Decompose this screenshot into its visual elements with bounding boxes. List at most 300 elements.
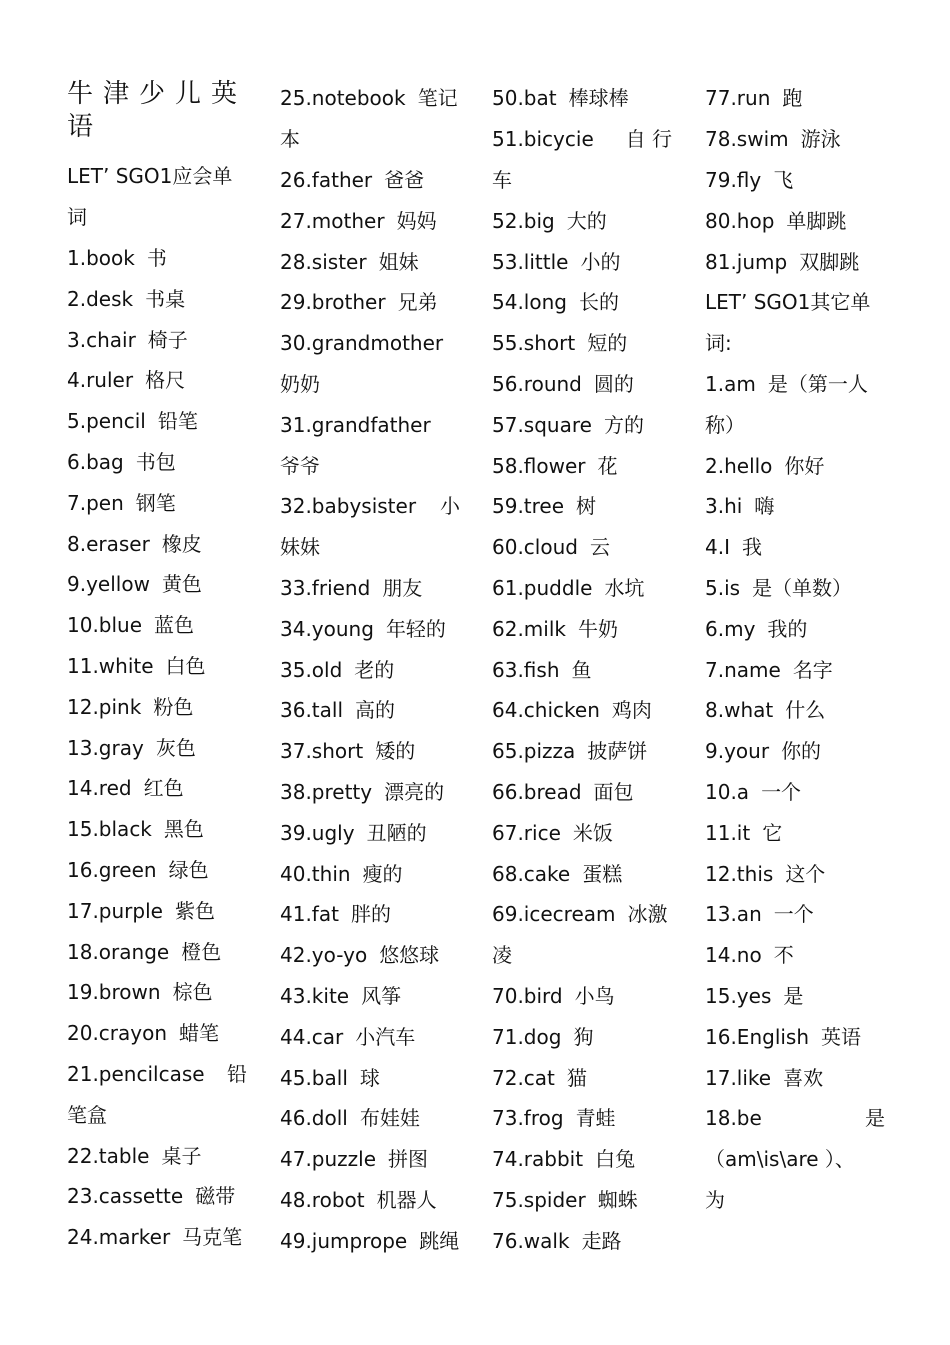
chinese-meaning: 老的: [354, 657, 395, 682]
vocab-entry: [67, 401, 247, 442]
chinese-meaning: 是: [783, 983, 804, 1008]
vocab-entry: [705, 853, 885, 894]
english-word: 17.like: [705, 1065, 772, 1090]
vocab-entry: [705, 976, 885, 1017]
title-line: 牛津少儿英: [67, 79, 248, 109]
chinese-meaning: 格尺: [145, 368, 186, 393]
vocab-entry: [705, 608, 885, 649]
vocab-entry-cont: 称）: [705, 412, 745, 437]
english-word: 49.jumprope: [280, 1228, 408, 1253]
vocab-entry: [67, 238, 247, 279]
vocab-entry: [280, 853, 460, 894]
english-word: 25.notebook: [280, 86, 406, 111]
vocab-entry-cont: 为: [705, 1187, 725, 1212]
chinese-meaning: 高的: [355, 698, 396, 723]
chinese-meaning: 铅: [227, 1061, 247, 1086]
vocab-entry: [492, 364, 672, 405]
vocab-entry: [492, 241, 672, 282]
english-word: 79.fly: [705, 167, 762, 192]
english-word: 20.crayon: [67, 1021, 168, 1046]
english-word: 1.book: [67, 245, 135, 270]
english-word: 41.fat: [280, 902, 339, 927]
vocab-entry: [705, 894, 885, 935]
english-word: 38.pretty: [280, 779, 373, 804]
chinese-meaning: 这个: [785, 861, 826, 886]
chinese-meaning: 云: [589, 535, 610, 560]
english-word: 42.yo-yo: [280, 943, 368, 968]
english-word: 5.pencil: [67, 409, 146, 434]
english-word: 45.ball: [280, 1065, 348, 1090]
chinese-meaning: 粉色: [153, 694, 194, 719]
chinese-meaning: 姐妹: [378, 249, 419, 274]
english-word: 9.yellow: [67, 572, 150, 597]
vocab-entry: [67, 605, 247, 646]
vocab-entry: [492, 894, 672, 935]
english-word: 21.pencilcase: [67, 1061, 205, 1086]
english-word: 43.kite: [280, 983, 350, 1008]
vocab-entry: [705, 772, 885, 813]
english-word: 58.flower: [492, 453, 586, 478]
chinese-meaning: 鸡肉: [611, 698, 652, 723]
vocab-entry: [492, 772, 672, 813]
chinese-meaning: 布娃娃: [359, 1106, 420, 1131]
vocab-entry: [280, 200, 460, 241]
chinese-meaning: 单脚跳: [786, 208, 847, 233]
english-word: 71.dog: [492, 1024, 562, 1049]
vocab-entry-cont: 爷爷: [280, 453, 320, 478]
english-word: 2.hello: [705, 453, 773, 478]
chinese-meaning: 蛋糕: [582, 861, 623, 886]
vocab-entry: [280, 1098, 460, 1139]
chinese-meaning: 丑陋的: [366, 820, 427, 845]
chinese-meaning: 披萨饼: [587, 739, 648, 764]
vocab-entry: [492, 568, 672, 609]
english-word: 16.green: [67, 857, 157, 882]
english-word: 69.icecream: [492, 902, 616, 927]
vocab-entry: [492, 1098, 672, 1139]
english-word: 40.thin: [280, 861, 351, 886]
english-word: 22.table: [67, 1143, 150, 1168]
vocab-entry: [705, 78, 885, 119]
english-word: 13.gray: [67, 735, 144, 760]
english-word: 56.round: [492, 371, 582, 396]
chinese-meaning: 猫: [566, 1065, 587, 1090]
vocab-entry: [492, 282, 672, 323]
chinese-meaning: 拼图: [388, 1147, 429, 1172]
chinese-meaning: 书: [146, 245, 167, 270]
english-word: 55.short: [492, 331, 576, 356]
vocab-entry: [67, 1054, 247, 1095]
chinese-meaning: 一个: [773, 902, 814, 927]
vocab-entry-cont: 奶奶: [280, 371, 320, 396]
vocab-entry: [280, 160, 460, 201]
chinese-meaning: 大的: [566, 208, 607, 233]
chinese-meaning: 绿色: [168, 857, 209, 882]
vocab-entry: [67, 319, 247, 360]
chinese-meaning: 小鸟: [574, 983, 615, 1008]
section-heading: LET’ SGO1应会单: [67, 164, 233, 189]
vocab-entry-cont: 笔盒: [67, 1102, 107, 1127]
vocab-entry: [67, 646, 247, 687]
vocab-entry: [280, 976, 460, 1017]
chinese-meaning: 鱼: [571, 657, 592, 682]
english-word: 8.eraser: [67, 531, 150, 556]
chinese-meaning: 黄色: [161, 572, 202, 597]
english-word: 64.chicken: [492, 698, 600, 723]
column-3: [492, 78, 672, 1261]
vocab-entry: [67, 1176, 247, 1217]
chinese-meaning: 名字: [792, 657, 833, 682]
english-word: 9.your: [705, 739, 770, 764]
chinese-meaning: 是（第一人: [767, 371, 868, 396]
english-word: 26.father: [280, 167, 373, 192]
english-word: 50.bat: [492, 86, 557, 111]
chinese-meaning: 椅子: [147, 327, 188, 352]
vocab-entry: [280, 404, 460, 445]
chinese-meaning: 年轻的: [385, 616, 446, 641]
vocab-entry: [705, 119, 885, 160]
vocab-entry-cont: 词:: [705, 331, 732, 356]
english-word: 14.red: [67, 776, 132, 801]
vocab-entry: [280, 1220, 460, 1261]
vocab-entry: [705, 241, 885, 282]
chinese-meaning: 风筝: [361, 983, 402, 1008]
vocab-entry: [492, 976, 672, 1017]
chinese-meaning: 游泳: [800, 127, 841, 152]
chinese-meaning: 走路: [581, 1228, 622, 1253]
vocab-entry: [492, 119, 672, 160]
vocab-entry: [492, 527, 672, 568]
chinese-meaning: 嗨: [754, 494, 775, 519]
vocab-entry: [280, 649, 460, 690]
section-heading-cont: 词: [67, 205, 87, 230]
vocab-entry-cont: 车: [492, 167, 512, 192]
english-word: 4.ruler: [67, 368, 134, 393]
chinese-meaning: 狗: [573, 1024, 594, 1049]
chinese-meaning: 米饭: [572, 820, 613, 845]
english-word: 46.doll: [280, 1106, 348, 1131]
vocab-entry: [280, 812, 460, 853]
chinese-meaning: 跳绳: [419, 1228, 460, 1253]
chinese-meaning: 跑: [782, 86, 803, 111]
chinese-meaning: 花: [597, 453, 618, 478]
english-word: 78.swim: [705, 127, 789, 152]
chinese-meaning: 铅笔: [157, 409, 198, 434]
vocab-entry: [705, 649, 885, 690]
vocab-entry: [492, 1180, 672, 1221]
vocab-entry: [705, 1016, 885, 1057]
chinese-meaning: 牛奶: [577, 616, 618, 641]
chinese-meaning: 球: [359, 1065, 380, 1090]
vocab-entry: [492, 323, 672, 364]
english-word: 66.bread: [492, 779, 582, 804]
english-word: 44.car: [280, 1024, 344, 1049]
english-word: 54.long: [492, 290, 567, 315]
chinese-meaning: 矮的: [375, 739, 416, 764]
chinese-meaning: 蜘蛛: [597, 1187, 638, 1212]
english-word: 33.friend: [280, 575, 371, 600]
chinese-meaning: 短的: [587, 331, 628, 356]
vocab-entry: [705, 364, 885, 405]
vocab-entry: [280, 486, 460, 527]
english-word: 80.hop: [705, 208, 775, 233]
title-line: 语: [67, 112, 104, 142]
chinese-meaning: 喜欢: [783, 1065, 824, 1090]
english-word: 61.puddle: [492, 575, 593, 600]
chinese-meaning: 是（单数）: [752, 575, 853, 600]
vocab-entry-cont: 本: [280, 127, 300, 152]
vocab-entry: [67, 686, 247, 727]
english-word: 15.black: [67, 817, 152, 842]
vocab-entry: [67, 564, 247, 605]
english-word: 5.is: [705, 575, 741, 600]
vocab-entry: [67, 278, 247, 319]
vocab-entry: [492, 1220, 672, 1261]
english-word: 60.cloud: [492, 535, 578, 560]
vocab-entry: [280, 608, 460, 649]
chinese-meaning: 橡皮: [161, 531, 202, 556]
chinese-meaning: 黑色: [163, 817, 204, 842]
vocab-entry: [280, 78, 460, 119]
chinese-meaning: 瘦的: [362, 861, 403, 886]
chinese-meaning: 爸爸: [384, 167, 425, 192]
vocab-entry: [705, 731, 885, 772]
vocab-entry: [492, 608, 672, 649]
english-word: 39.ugly: [280, 820, 355, 845]
vocab-entry: [705, 486, 885, 527]
chinese-meaning: 蜡笔: [179, 1021, 220, 1046]
english-word: 62.milk: [492, 616, 566, 641]
chinese-meaning: 胖的: [350, 902, 391, 927]
chinese-meaning: 小汽车: [355, 1024, 416, 1049]
vocab-entry: [492, 1139, 672, 1180]
chinese-meaning: 悠悠球: [379, 943, 440, 968]
english-word: 72.cat: [492, 1065, 555, 1090]
vocab-entry: [67, 809, 247, 850]
english-word: 74.rabbit: [492, 1147, 584, 1172]
vocab-entry-cont: （am\is\are ）、: [705, 1147, 855, 1172]
vocab-entry: [67, 727, 247, 768]
chinese-meaning: 英语: [821, 1024, 862, 1049]
chinese-meaning: 灰色: [155, 735, 196, 760]
chinese-meaning: 树: [576, 494, 597, 519]
english-word: 27.mother: [280, 208, 385, 233]
english-word: 6.bag: [67, 449, 124, 474]
english-word: 16.English: [705, 1024, 810, 1049]
english-word: 10.a: [705, 779, 750, 804]
chinese-meaning: 水坑: [604, 575, 645, 600]
vocab-entry: [492, 404, 672, 445]
vocab-entry: [492, 731, 672, 772]
vocab-entry: [492, 486, 672, 527]
vocab-entry: [67, 482, 247, 523]
vocab-entry-cont: LET’ SGO1其它单: [705, 290, 871, 315]
vocab-entry: [280, 935, 460, 976]
english-word: 14.no: [705, 943, 762, 968]
english-word: 4.I: [705, 535, 730, 560]
english-word: 73.frog: [492, 1106, 564, 1131]
vocab-entry: [67, 360, 247, 401]
column-4: [705, 78, 885, 1220]
english-word: 24.marker: [67, 1225, 171, 1250]
vocab-entry: [492, 1016, 672, 1057]
vocab-entry: [280, 323, 460, 364]
english-word: 11.it: [705, 820, 751, 845]
english-word: 3.hi: [705, 494, 743, 519]
vocab-entry: [280, 731, 460, 772]
english-word: 1.am: [705, 371, 756, 396]
vocab-entry: [705, 527, 885, 568]
chinese-meaning: 白兔: [595, 1147, 636, 1172]
english-word: 15.yes: [705, 983, 772, 1008]
english-word: 48.robot: [280, 1187, 365, 1212]
vocab-entry: [280, 772, 460, 813]
english-word: 10.blue: [67, 613, 143, 638]
chinese-meaning: 磁带: [195, 1184, 236, 1209]
vocab-entry: [705, 812, 885, 853]
vocab-entry: [280, 1016, 460, 1057]
vocab-entry-cont: 妹妹: [280, 535, 320, 560]
english-word: 11.white: [67, 653, 154, 678]
english-word: 52.big: [492, 208, 555, 233]
english-word: 63.fish: [492, 657, 560, 682]
english-word: 35.old: [280, 657, 343, 682]
vocab-entry: [67, 1217, 247, 1258]
english-word: 8.what: [705, 698, 774, 723]
chinese-meaning: 机器人: [376, 1187, 437, 1212]
chinese-meaning: 小: [440, 494, 460, 519]
english-word: 65.pizza: [492, 739, 576, 764]
english-word: 77.run: [705, 86, 771, 111]
chinese-meaning: 飞: [773, 167, 794, 192]
vocab-entry: [492, 200, 672, 241]
chinese-meaning: 白色: [165, 653, 206, 678]
chinese-meaning: 笔记: [417, 86, 458, 111]
vocab-entry: [67, 931, 247, 972]
chinese-meaning: 冰激: [627, 902, 668, 927]
chinese-meaning: 紫色: [174, 898, 215, 923]
vocab-entry: [280, 241, 460, 282]
english-word: 3.chair: [67, 327, 136, 352]
chinese-meaning: 棕色: [172, 980, 213, 1005]
chinese-meaning: 红色: [143, 776, 184, 801]
english-word: 75.spider: [492, 1187, 586, 1212]
chinese-meaning: 马克笔: [182, 1225, 243, 1250]
chinese-meaning: 兄弟: [397, 290, 438, 315]
english-word: 53.little: [492, 249, 569, 274]
english-word: 19.brown: [67, 980, 161, 1005]
vocab-entry: [67, 442, 247, 483]
chinese-meaning: 书桌: [145, 286, 186, 311]
chinese-meaning: 它: [762, 820, 783, 845]
chinese-meaning: 长的: [578, 290, 619, 315]
vocab-entry: [705, 160, 885, 201]
vocab-entry: [705, 200, 885, 241]
chinese-meaning: 什么: [785, 698, 826, 723]
chinese-meaning: 橙色: [181, 939, 222, 964]
vocab-entry: [67, 768, 247, 809]
chinese-meaning: 棒球棒: [568, 86, 629, 111]
chinese-meaning: 漂亮的: [384, 779, 445, 804]
english-word: 34.young: [280, 616, 374, 641]
english-word: 6.my: [705, 616, 756, 641]
vocab-entry: [280, 1139, 460, 1180]
chinese-meaning: 书包: [135, 449, 176, 474]
column-1: [67, 78, 247, 1258]
chinese-meaning: 青蛙: [575, 1106, 616, 1131]
chinese-meaning: 不: [773, 943, 794, 968]
vocab-entry: [280, 1057, 460, 1098]
english-word: 7.pen: [67, 490, 124, 515]
chinese-meaning: 小的: [580, 249, 621, 274]
vocab-entry: [705, 445, 885, 486]
chinese-meaning: 桌子: [161, 1143, 202, 1168]
english-word: 29.brother: [280, 290, 386, 315]
chinese-meaning: 方的: [603, 412, 644, 437]
vocab-entry: [67, 523, 247, 564]
english-word: 37.short: [280, 739, 364, 764]
vocab-entry: [492, 445, 672, 486]
chinese-meaning: 妈妈: [396, 208, 437, 233]
english-word: 30.grandmother: [280, 331, 444, 356]
vocab-entry-cont: 凌: [492, 943, 512, 968]
english-word: 23.cassette: [67, 1184, 184, 1209]
vocab-entry: [492, 78, 672, 119]
column-2: [280, 78, 460, 1261]
vocab-entry: [492, 690, 672, 731]
vocab-entry: [492, 853, 672, 894]
english-word: 31.grandfather: [280, 412, 431, 437]
english-word: 32.babysister: [280, 494, 417, 519]
vocab-entry: [67, 972, 247, 1013]
english-word: 68.cake: [492, 861, 571, 886]
chinese-meaning: 蓝色: [154, 613, 195, 638]
chinese-meaning: 你的: [781, 739, 822, 764]
english-word: 28.sister: [280, 249, 367, 274]
chinese-meaning: 钢笔: [135, 490, 176, 515]
english-word: 2.desk: [67, 286, 134, 311]
english-word: 81.jump: [705, 249, 788, 274]
english-word: 76.walk: [492, 1228, 570, 1253]
english-word: 47.puzzle: [280, 1147, 377, 1172]
vocab-entry: [67, 1135, 247, 1176]
chinese-meaning: 我的: [767, 616, 808, 641]
vocab-entry: [67, 1013, 247, 1054]
vocab-entry: [705, 1057, 885, 1098]
chinese-meaning: 朋友: [382, 575, 423, 600]
english-word: 18.be: [705, 1106, 762, 1131]
vocab-entry: [492, 812, 672, 853]
chinese-meaning: 你好: [784, 453, 825, 478]
english-word: 67.rice: [492, 820, 561, 845]
vocab-entry: [67, 890, 247, 931]
vocab-entry: [280, 894, 460, 935]
vocab-entry: [280, 282, 460, 323]
chinese-meaning: 双脚跳: [799, 249, 860, 274]
vocab-entry: [280, 690, 460, 731]
english-word: 13.an: [705, 902, 762, 927]
chinese-meaning: 一个: [761, 779, 802, 804]
english-word: 18.orange: [67, 939, 170, 964]
vocab-entry: [280, 1180, 460, 1221]
chinese-meaning: 自 行: [625, 127, 672, 152]
vocab-entry: [705, 690, 885, 731]
chinese-meaning: 我: [741, 535, 762, 560]
english-word: 59.tree: [492, 494, 565, 519]
english-word: 12.pink: [67, 694, 142, 719]
english-word: 57.square: [492, 412, 592, 437]
english-word: 36.tall: [280, 698, 344, 723]
